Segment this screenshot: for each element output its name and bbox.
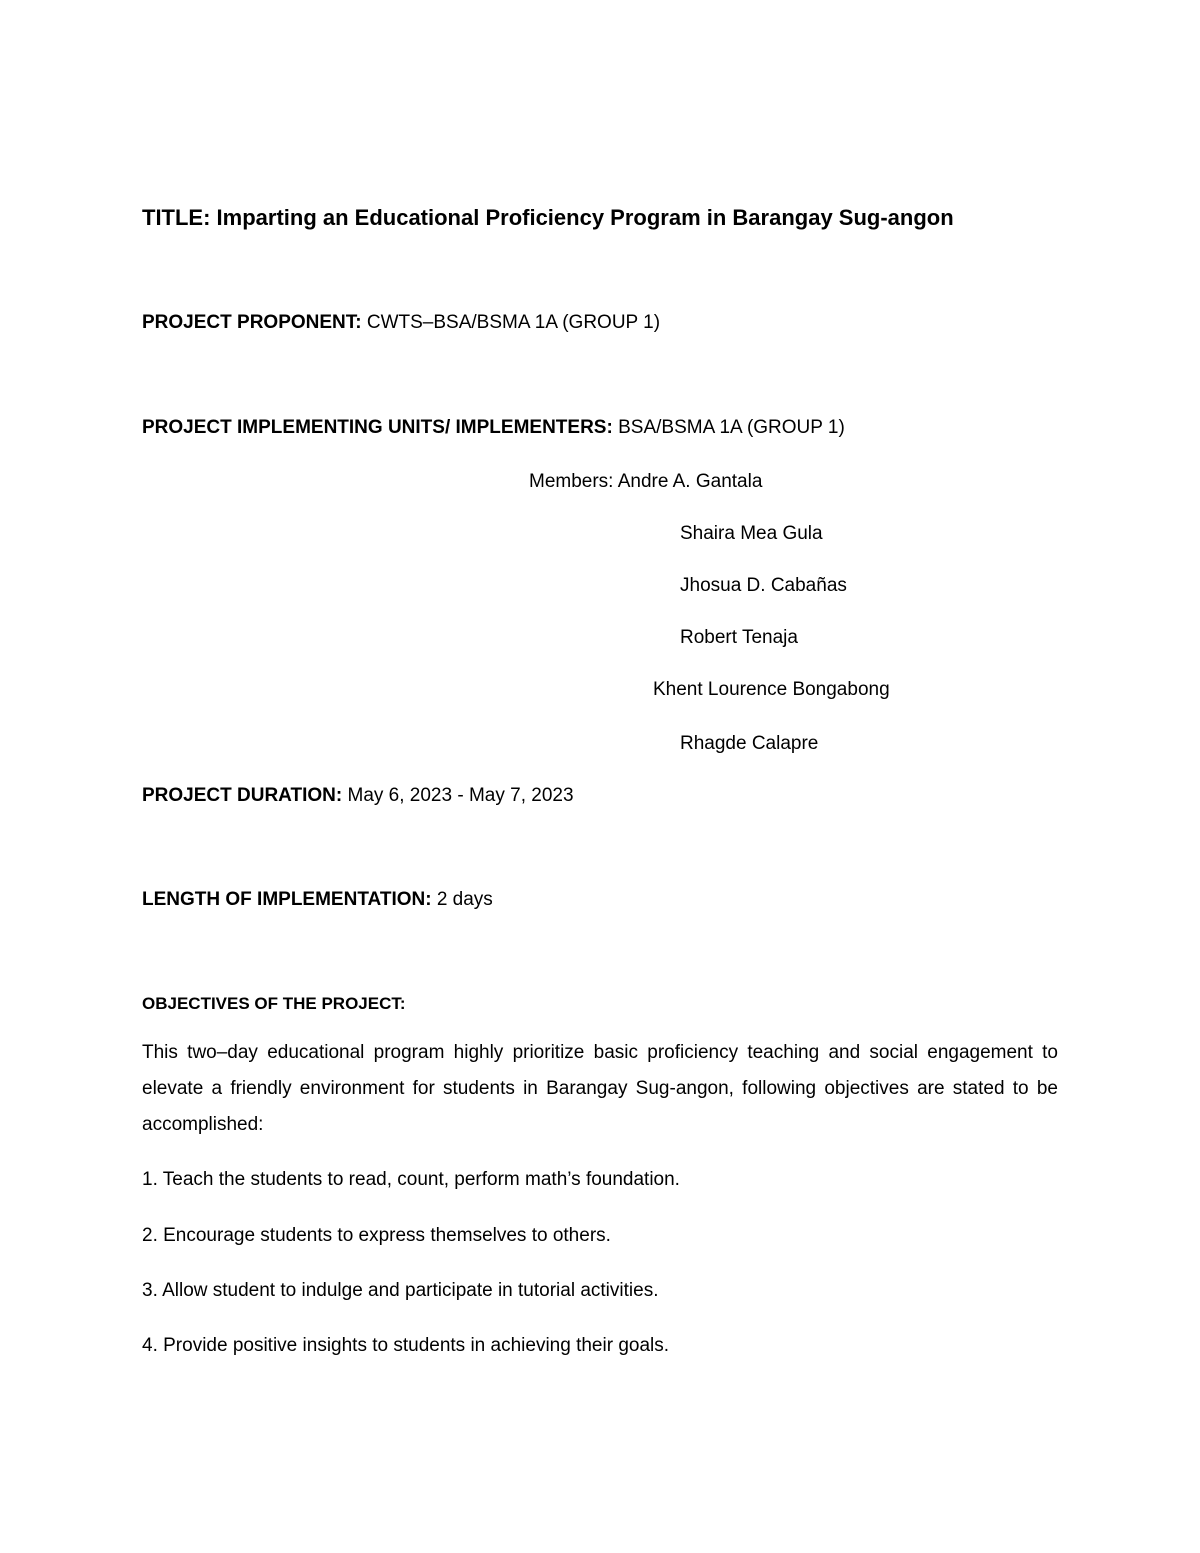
member-name: Jhosua D. Cabañas (680, 575, 847, 596)
members-label: Members: (529, 471, 614, 492)
objectives-heading: OBJECTIVES OF THE PROJECT: (142, 994, 406, 1013)
member-name: Shaira Mea Gula (680, 523, 823, 544)
member-name: Robert Tenaja (680, 627, 798, 648)
implementers-label: PROJECT IMPLEMENTING UNITS/ IMPLEMENTERS: (142, 417, 613, 438)
length-line (142, 887, 493, 913)
length-label: LENGTH OF IMPLEMENTATION: (142, 889, 432, 910)
objectives-intro: This two–day educational program highly prioritize basic proficiency teaching and social engagement to elevate a friendly environment for students in Barangay Sug-angon, following objectives are stated to be accomplished: (142, 1042, 1058, 1135)
length-value: 2 days (436, 889, 493, 910)
duration-label: PROJECT DURATION: (142, 785, 343, 806)
proponent-value: CWTS–BSA/BSMA 1A (GROUP 1) (366, 312, 661, 333)
objective-item: 1. Teach the students to read, count, perform math’s foundation. (142, 1169, 680, 1190)
member-name: Khent Lourence Bongabong (653, 679, 890, 700)
member-name: Rhagde Calapre (680, 733, 819, 754)
implementers-value: BSA/BSMA 1A (GROUP 1) (618, 417, 845, 438)
objective-item: 4. Provide positive insights to students in achieving their goals. (142, 1335, 670, 1356)
implementers-line (142, 415, 845, 441)
duration-value: May 6, 2023 - May 7, 2023 (347, 785, 574, 806)
objective-item: 2. Encourage students to express themselves to others. (142, 1225, 611, 1246)
proponent-label: PROJECT PROPONENT: (142, 312, 362, 333)
member-name: Andre A. Gantala (617, 471, 763, 492)
objective-item: 3. Allow student to indulge and participate in tutorial activities. (142, 1280, 659, 1301)
proponent-line (142, 310, 660, 336)
duration-line (142, 783, 574, 809)
members-line (529, 469, 762, 495)
document-title: TITLE: Imparting an Educational Proficiency Program in Barangay Sug-angon (142, 205, 954, 230)
